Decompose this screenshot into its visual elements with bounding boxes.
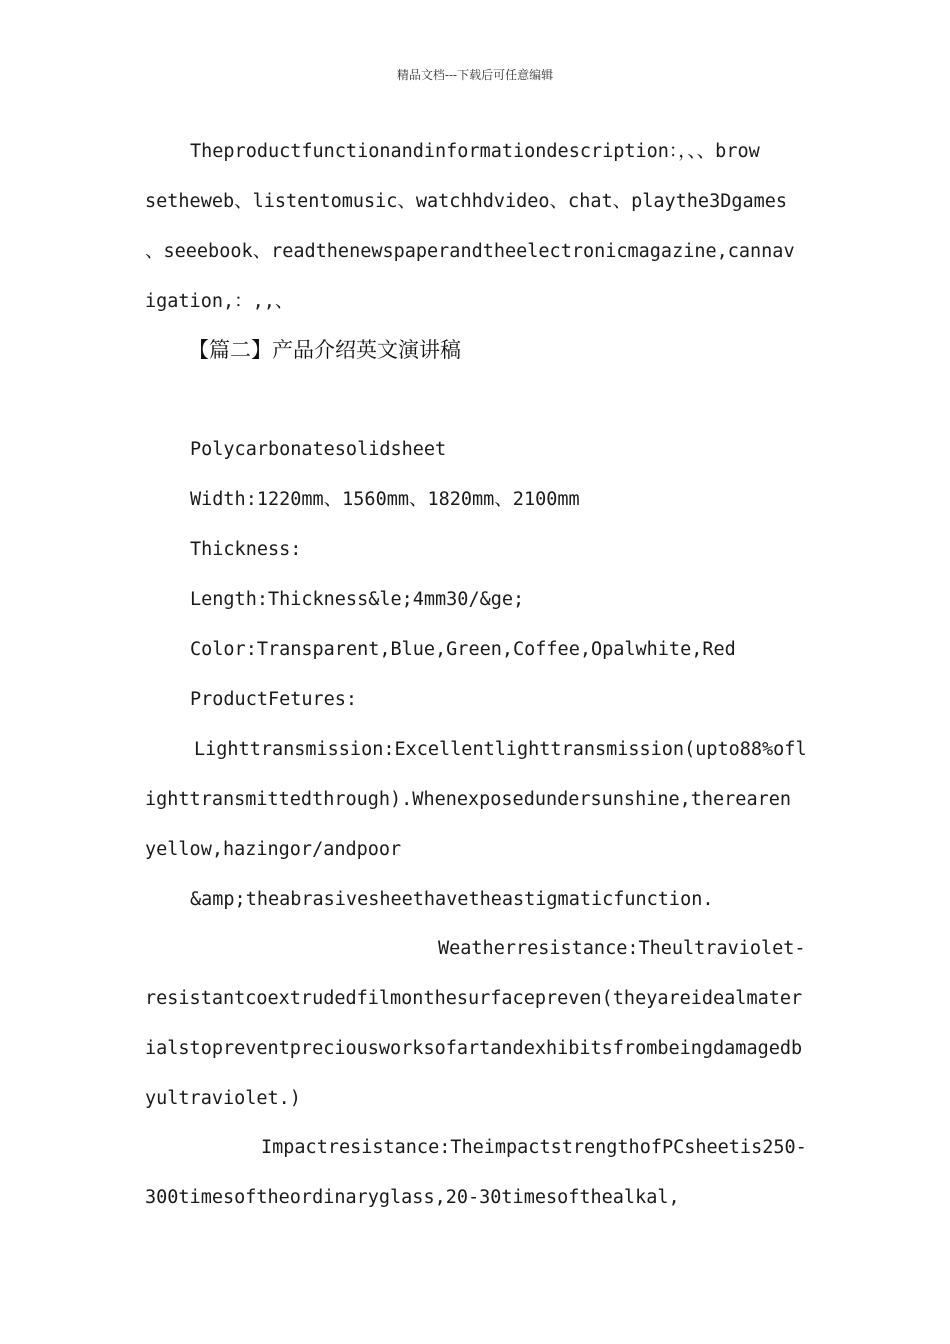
weather-line: yultraviolet.) — [145, 1088, 301, 1109]
weather-line: Weatherresistance:Theultraviolet- — [438, 938, 806, 959]
light-line: yellow,hazingor/andpoor — [145, 839, 402, 860]
light-line: Lighttransmission:Excellentlighttransmission(upto88%ofl — [194, 739, 807, 760]
impact-line: 300timesoftheordinaryglass,20-30timesofthealkal, — [145, 1187, 680, 1208]
impact-line: Impactresistance:TheimpactstrengthofPCsheetis250- — [261, 1137, 807, 1158]
page-header: 精品文档---下载后可任意编辑 — [396, 68, 554, 82]
paragraph-line: setheweb、listentomusic、watchhdvideo、chat、playthe3Dgames — [145, 191, 788, 212]
weather-line: ialstopreventpreciousworksofartandexhibitsfrombeingdamagedb — [145, 1038, 803, 1059]
spec-color: Color:Transparent,Blue,Green,Coffee,Opalwhite,Red — [190, 639, 736, 660]
spec-thickness: Thickness: — [190, 539, 302, 560]
features-title: ProductFetures: — [190, 689, 358, 710]
spec-width: Width:1220mm、1560mm、1820mm、2100mm — [190, 489, 580, 510]
paragraph-line: Theproductfunctionandinformationdescription：，、、brow — [190, 141, 760, 162]
section-heading: 【篇二】产品介绍英文演讲稿 — [188, 338, 461, 362]
paragraph-line: igation,：,,、 — [145, 291, 294, 312]
light-line: &amp;theabrasivesheethavetheastigmaticfunction. — [190, 889, 714, 910]
spec-product: Polycarbonatesolidsheet — [190, 439, 447, 460]
paragraph-line: 、seeebook、readthenewspaperandtheelectronicmagazine,cannav — [145, 241, 795, 262]
weather-line: resistantcoextrudedfilmonthesurfacepreven(theyareidealmater — [145, 988, 803, 1009]
spec-length: Length:Thickness&le;4mm30/&ge; — [190, 589, 525, 610]
light-line: ighttransmittedthrough).Whenexposedundersunshine,therearen — [145, 789, 792, 810]
